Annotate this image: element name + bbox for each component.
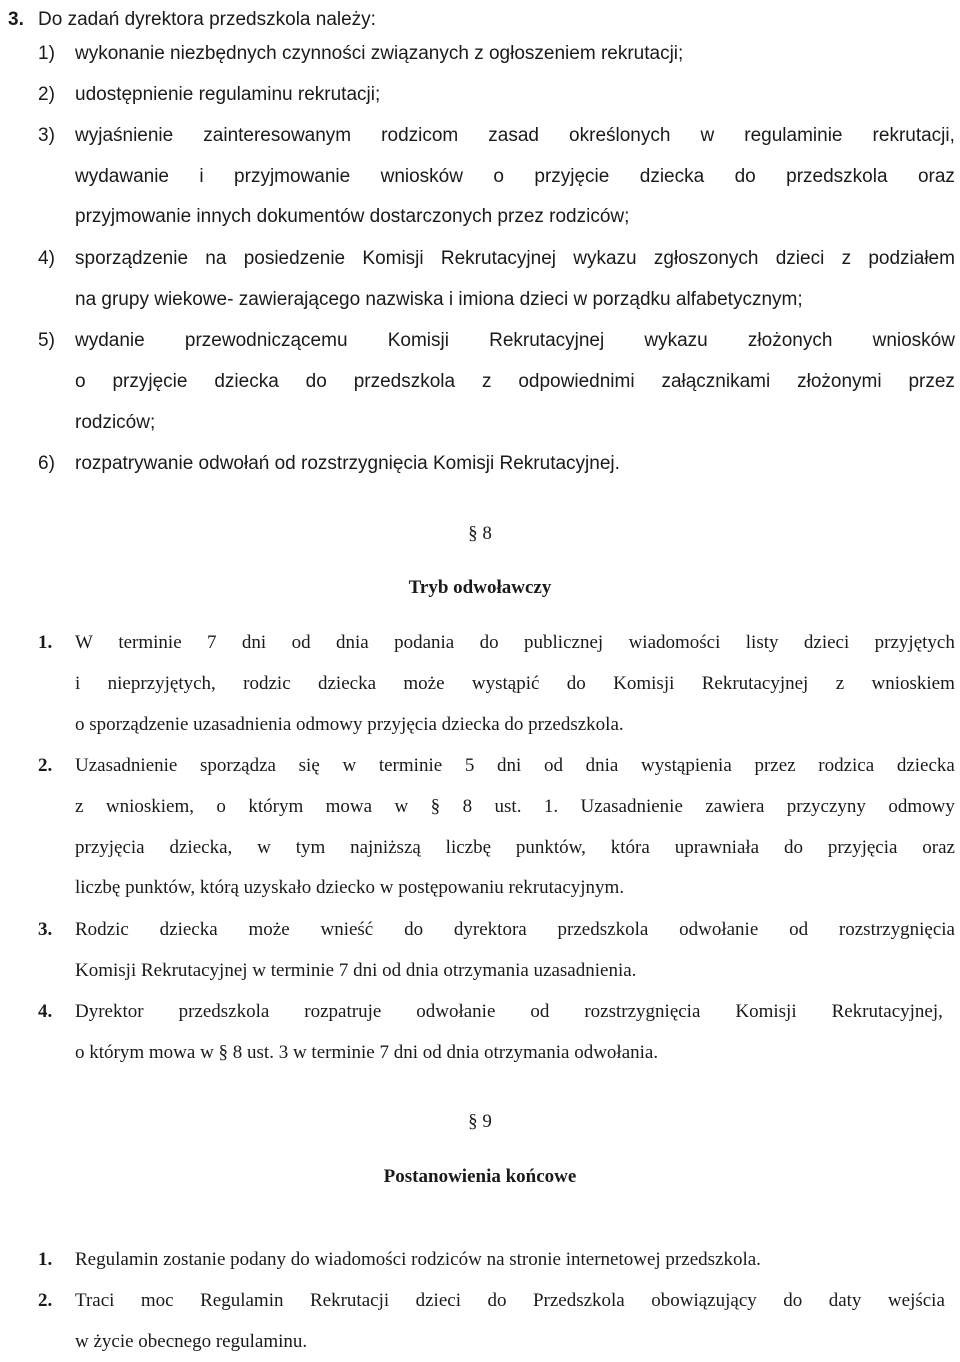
section-9-title: Postanowienia końcowe [383,1166,577,1187]
word: 1. [543,796,559,817]
word: Komisji [735,1001,797,1022]
word: rodzicom [381,125,459,146]
list-item-number: 4) [38,248,55,269]
word: podania [394,632,455,653]
word: do [487,1290,507,1311]
word: dzieci [415,1290,461,1311]
word: przedszkola [178,1001,270,1022]
paragraph-text [75,786,955,827]
word: przez [754,755,796,776]
word: moc [140,1290,174,1311]
word: przyjmowanie [234,166,351,187]
word: Rodzic [75,919,129,940]
word: wniosków [380,166,463,187]
paragraph-number: 1. [38,1249,53,1270]
word: od [789,919,809,940]
word: rozstrzygnięcia [584,1001,701,1022]
word: zasad [488,125,539,146]
paragraph-continuation [0,867,960,908]
word: wejścia [887,1290,945,1311]
word: do [783,1290,803,1311]
word: oraz [922,837,955,858]
word: wnioskiem [871,673,955,694]
list-item-text [75,361,955,402]
paragraph-text [75,745,955,786]
list-item [0,33,960,74]
numbered-paragraph [0,745,960,786]
word: Rekrutacyjnej [489,330,605,351]
paragraph-continuation [0,1032,960,1073]
word: z [835,673,845,694]
word: regulaminie [744,125,843,146]
word: odwołanie [416,1001,496,1022]
list-item [0,238,960,279]
word: dzieci [775,248,825,269]
word: dziecka [639,166,705,187]
word: o [216,796,226,817]
word: do [305,371,327,392]
word: W [75,632,93,653]
word: rodzica [818,755,875,776]
word: Traci [75,1290,115,1311]
word: do [566,673,586,694]
numbered-paragraph [0,1280,960,1321]
word: którym [248,796,304,817]
list-item-text: rozpatrywanie odwołań od rozstrzygnięcia Komisji Rekrutacyjnej. [75,453,620,474]
list-item-continuation [0,196,960,237]
word: terminie [118,632,182,653]
word: wydawanie [75,166,169,187]
list-item-number: 1) [38,43,55,64]
word: przyczyny [786,796,866,817]
section-8-mark [0,513,960,554]
paragraph-number: 2. [38,755,53,776]
paragraph-text [75,663,955,704]
word: Przedszkola [532,1290,625,1311]
word: przedszkola [353,371,456,392]
paragraph-text: Regulamin zostanie podany do wiadomości rodziców na stronie internetowej przedszkola. [75,1249,761,1270]
word: i [199,166,204,187]
paragraph-number: 4. [38,1001,53,1022]
word: przewodniczącemu [184,330,348,351]
word: wnioskiem, [105,796,194,817]
paragraph-text [75,909,955,950]
numbered-paragraph [0,909,960,950]
word: ust. [494,796,522,817]
list-item-text: na grupy wiekowe- zawierającego nazwiska i imiona dzieci w porządku alfabetycznym; [75,289,803,310]
paragraph-text: w życie obecnego regulaminu. [75,1331,308,1352]
word: dziecka [159,919,218,940]
section-8-title: Tryb odwoławczy [408,577,552,598]
word: obowiązujący [651,1290,757,1311]
word: może [248,919,290,940]
word: liczbę [445,837,492,858]
word: o [75,371,86,392]
list-item-number: 6) [38,453,55,474]
word: sporządza [200,755,276,776]
list-item-text [75,320,955,361]
word: która [610,837,650,858]
numbered-paragraph [0,1239,960,1280]
word: 8 [462,796,473,817]
word: dnia [585,755,619,776]
word: 7 [207,632,217,653]
word: z [841,248,852,269]
list-item-number: 2) [38,84,55,105]
word: dzieci [803,632,850,653]
word: dyrektora [453,919,527,940]
word: dni [497,755,522,776]
word: dziecka [896,755,955,776]
word: § [430,796,441,817]
word: Komisji [362,248,424,269]
word: wyjaśnienie [75,125,174,146]
word: posiedzenie [243,248,346,269]
word: tym [295,837,326,858]
word: określonych [569,125,671,146]
word: punktów, [515,837,586,858]
word: odwołanie [679,919,759,940]
paragraph-number: 3. [38,919,53,940]
word: Dyrektor [75,1001,144,1022]
paragraph-text [75,827,955,868]
word: wiadomości [628,632,721,653]
word: w [700,125,715,146]
paragraph-text [75,1280,945,1321]
word: wnieść [320,919,374,940]
list-item-text [75,238,955,279]
word: listy [745,632,779,653]
word: do [479,632,499,653]
paragraph-continuation [0,663,960,704]
word: dni [241,632,267,653]
paragraph-text: o którym mowa w § 8 ust. 3 w terminie 7 dni od dnia otrzymania odwołania. [75,1042,659,1063]
list-item-text: przyjmowanie innych dokumentów dostarczonych przez rodziców; [75,206,630,227]
word: nieprzyjętych, [107,673,216,694]
paragraph-number: 1. [38,632,53,653]
word: do [404,919,424,940]
paragraph-continuation [0,827,960,868]
word: od [291,632,311,653]
list-item [0,320,960,361]
word: Rekrutacyjnej, [831,1001,943,1022]
word: dziecka, [169,837,233,858]
word: odpowiednimi [518,371,635,392]
word: daty [828,1290,862,1311]
word: terminie [378,755,443,776]
word: Komisji [613,673,675,694]
list-item-continuation [0,156,960,197]
word: przyjęcie [534,166,610,187]
paragraph-text: Komisji Rekrutacyjnej w terminie 7 dni od dnia otrzymania uzasadnienia. [75,960,637,981]
word: zgłoszonych [653,248,759,269]
word: publicznej [524,632,604,653]
paragraph-text: o sporządzenie uzasadnienia odmowy przyjęcia dziecka do przedszkola. [75,714,624,735]
item3-intro: Do zadań dyrektora przedszkola należy: [38,9,376,30]
word: wydanie [75,330,145,351]
word: podziałem [868,248,955,269]
word: w [394,796,409,817]
numbered-paragraph [0,622,960,663]
list-item-continuation [0,279,960,320]
word: od [530,1001,550,1022]
word: mowa [325,796,373,817]
section-8-mark-text: § 8 [468,523,492,544]
word: wystąpienia [641,755,732,776]
paragraph-continuation [0,786,960,827]
word: złożonymi [797,371,882,392]
word: Uzasadnienie [75,755,178,776]
list-item-text [75,115,955,156]
list-item-text: rodziców; [75,412,156,433]
word: wykazu [573,248,637,269]
list-item-text: udostępnienie regulaminu rekrutacji; [75,84,381,105]
word: oraz [917,166,955,187]
word: z [481,371,492,392]
list-item-number: 5) [38,330,55,351]
word: wykazu [644,330,708,351]
paragraph-text: liczbę punktów, którą uzyskało dziecko w postępowaniu rekrutacyjnym. [75,877,625,898]
word: Rekrutacyjnej [701,673,809,694]
word: sporządzenie [75,248,189,269]
word: przyjęcie [112,371,188,392]
section-9-mark-text: § 9 [468,1111,492,1132]
list-item-text: wykonanie niezbędnych czynności związanych z ogłoszeniem rekrutacji; [75,43,684,64]
word: 5 [464,755,475,776]
list-item-continuation [0,402,960,443]
word: Uzasadnienie [580,796,683,817]
word: najniższą [350,837,421,858]
word: do [783,837,803,858]
word: może [403,673,445,694]
word: rekrutacji, [872,125,955,146]
word: rodzic [243,673,291,694]
word: przyjęcia [75,837,145,858]
word: i [75,673,81,694]
word: w [342,755,357,776]
word: o [493,166,504,187]
word: uprawniała [674,837,760,858]
word: załącznikami [661,371,771,392]
list-item-number: 3) [38,125,55,146]
word: dziecka [214,371,279,392]
word: Regulamin [200,1290,284,1311]
paragraph-continuation [0,950,960,991]
word: przez [908,371,955,392]
word: złożonych [747,330,833,351]
word: do [734,166,756,187]
word: Komisji [387,330,449,351]
paragraph-text [75,622,955,663]
word: wystąpić [471,673,540,694]
numbered-paragraph [0,991,960,1032]
word: się [298,755,320,776]
list-item [0,443,960,484]
paragraph-continuation [0,704,960,745]
list-item-text [75,156,955,197]
word: rozstrzygnięcia [838,919,955,940]
word: przedszkola [557,919,649,940]
word: dziecka [318,673,377,694]
list-item [0,74,960,115]
paragraph-number: 2. [38,1290,53,1311]
word: odmowy [888,796,955,817]
word: na [205,248,227,269]
word: przedszkola [786,166,888,187]
word: Rekrutacji [309,1290,390,1311]
paragraph-text [75,991,943,1032]
section-9-mark [0,1101,960,1142]
word: przyjęcia [827,837,898,858]
word: rozpatruje [304,1001,382,1022]
list-item [0,115,960,156]
word: od [543,755,563,776]
word: w [257,837,271,858]
word: wniosków [872,330,955,351]
word: zawiera [705,796,765,817]
list-item-continuation [0,361,960,402]
word: Rekrutacyjnej [440,248,556,269]
item3-number: 3. [8,9,24,30]
word: zainteresowanym [203,125,352,146]
word: z [75,796,84,817]
word: przyjętych [874,632,955,653]
word: dnia [335,632,369,653]
